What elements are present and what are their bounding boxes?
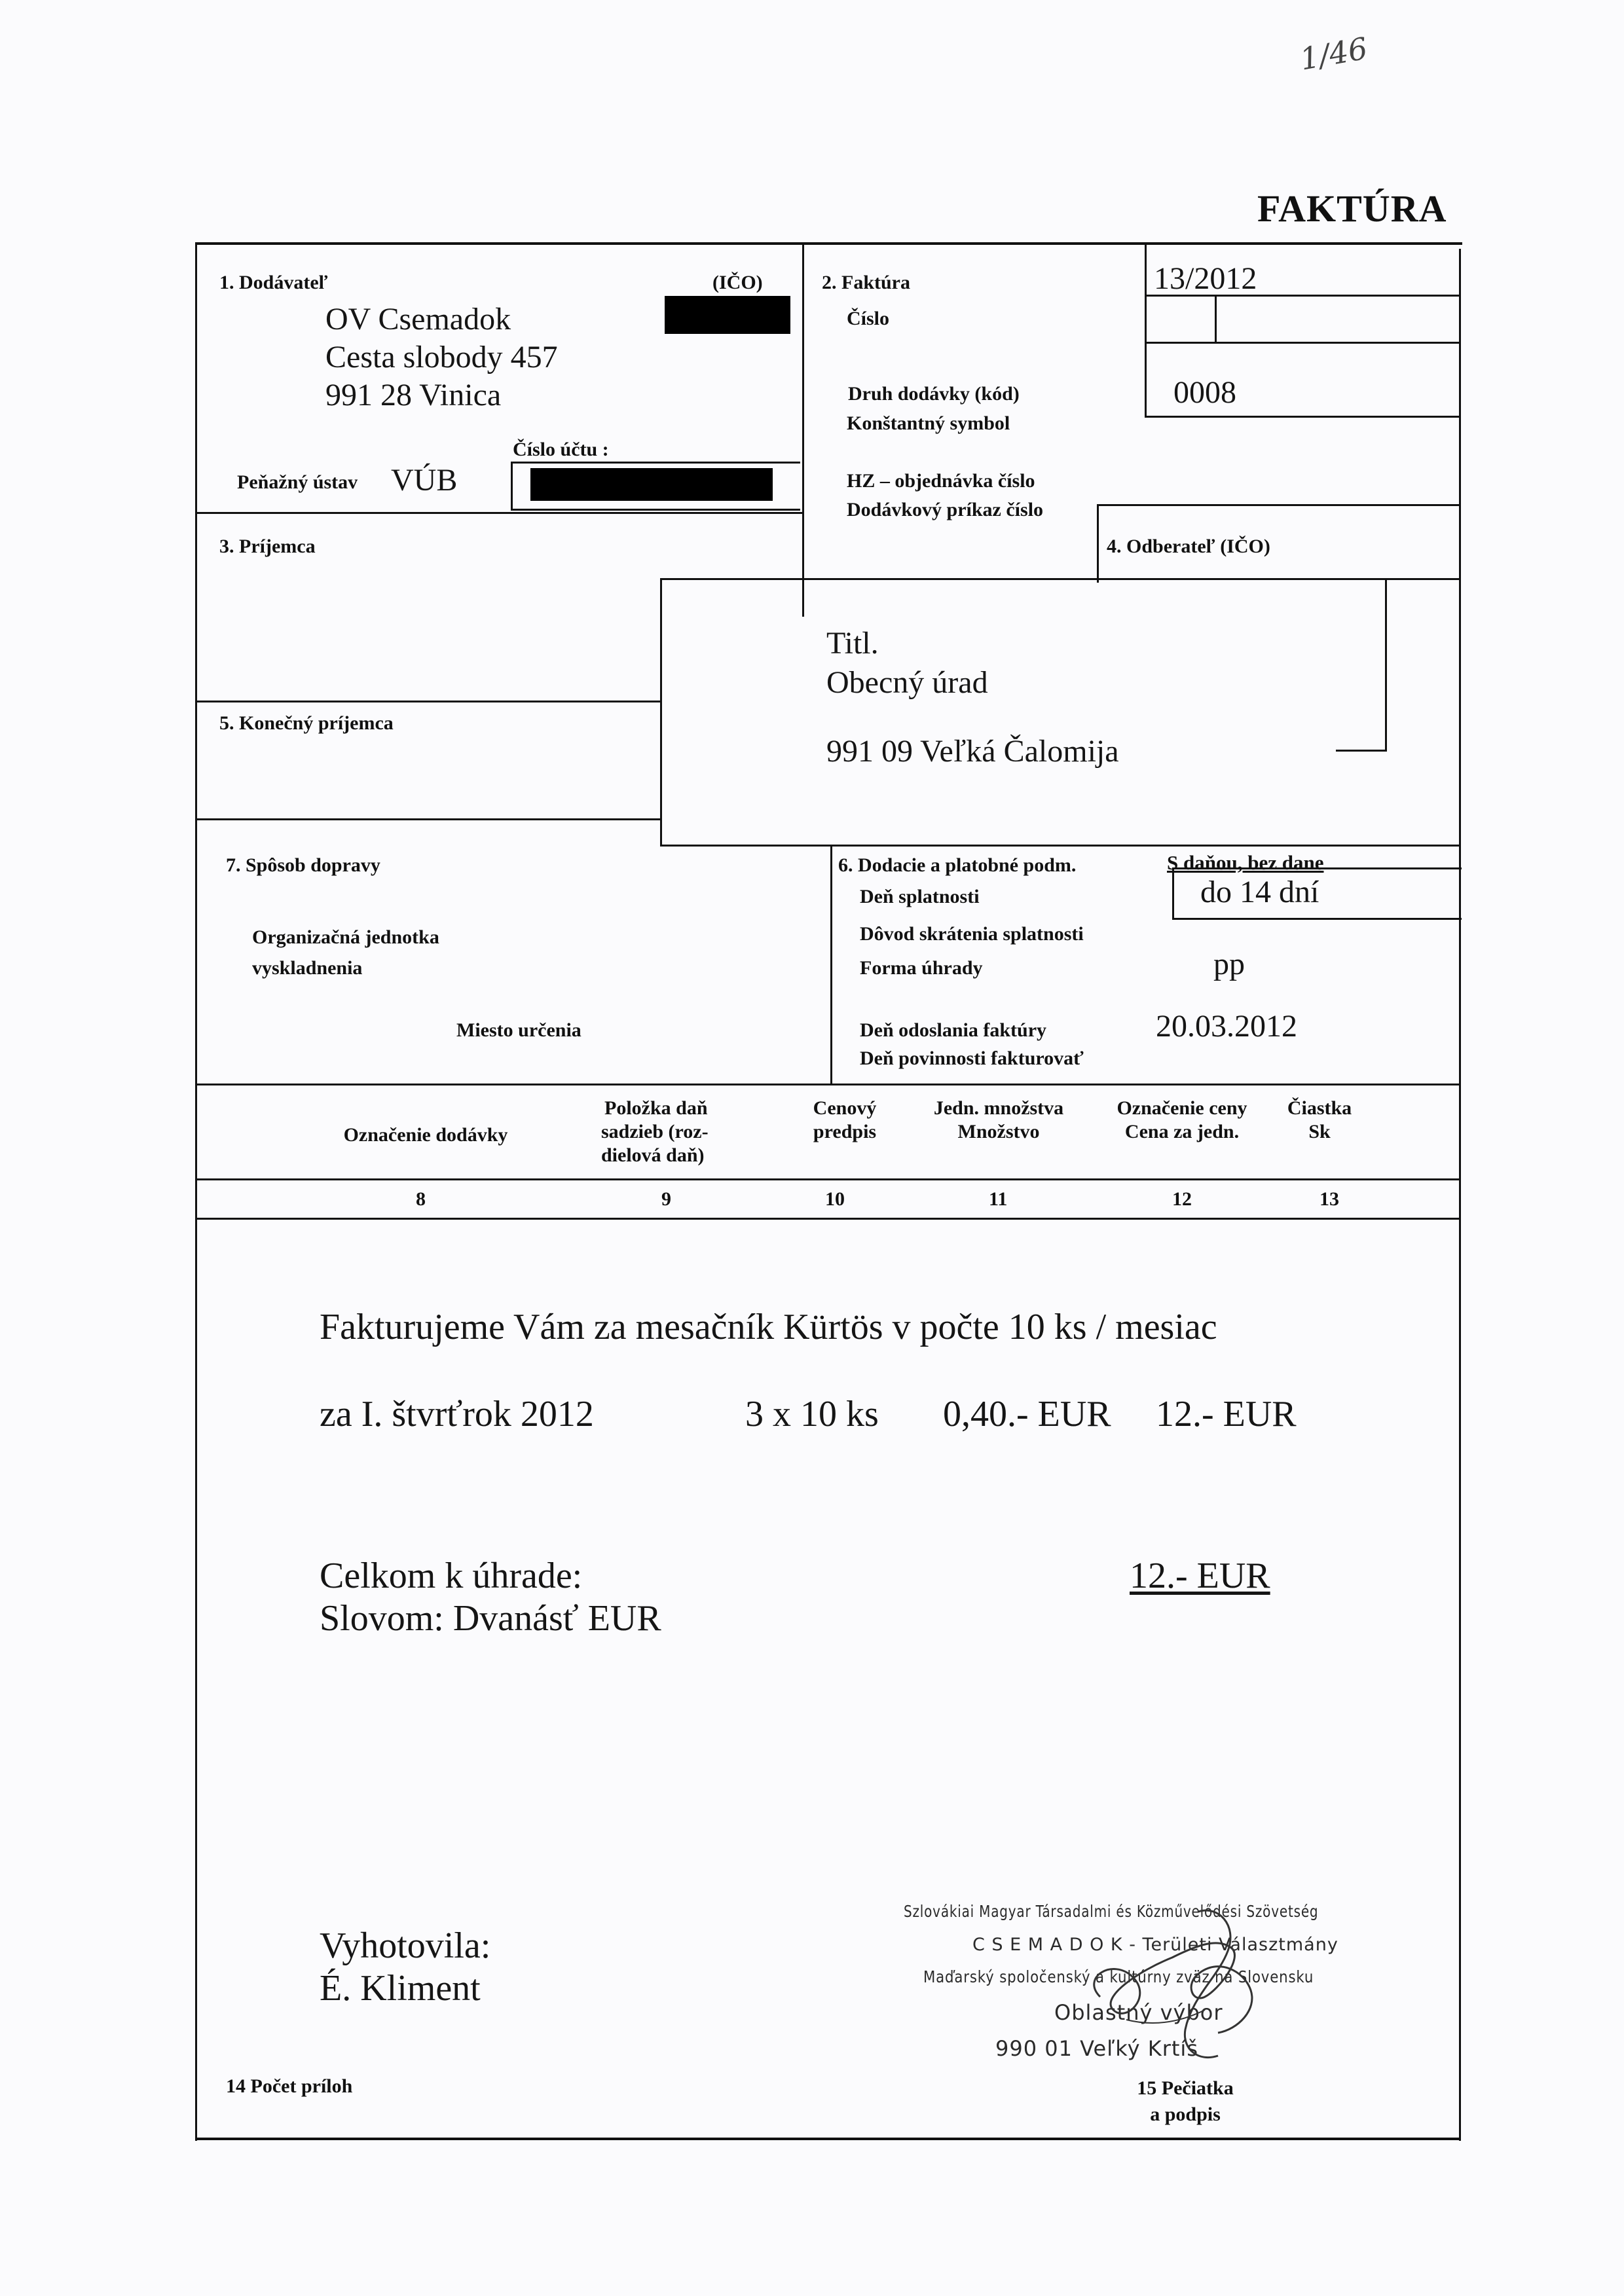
col-11-number: 11 [989, 1188, 1008, 1210]
col-9-number: 9 [661, 1188, 671, 1210]
payment-form-label: Forma úhrady [860, 957, 983, 979]
due-date-label: Deň splatnosti [860, 886, 980, 907]
bank-value: VÚB [391, 463, 458, 498]
col-9-header-line2: sadzieb (roz- [601, 1121, 709, 1142]
col-9-header-line1: Položka daň [604, 1097, 708, 1119]
amount-in-words: Slovom: Dvanásť EUR [320, 1598, 661, 1639]
customer-city: 991 09 Veľká Čalomija [826, 734, 1119, 769]
invoice-number-value: 13/2012 [1154, 261, 1257, 296]
delivery-order-label: Dodávkový príkaz číslo [847, 499, 1044, 520]
col-8-header-line1: Označenie dodávky [343, 1124, 508, 1146]
attachments-label: 14 Počet príloh [226, 2075, 353, 2097]
frame-bottom-line [195, 2138, 1461, 2140]
constant-symbol-label: Konštantný symbol [847, 412, 1010, 434]
number-box-inner [1215, 296, 1217, 342]
customer-header-top [1097, 504, 1461, 506]
customer-title: Titl. [826, 626, 879, 661]
customer-name: Obecný úrad [826, 665, 988, 700]
col-13-header-line1: Čiastka [1287, 1097, 1352, 1119]
number-row-line-2 [1145, 342, 1461, 344]
handwritten-page-note: 1/46 [1297, 30, 1371, 77]
customer-box-bottom [660, 845, 1460, 847]
invoice-sent-value: 20.03.2012 [1156, 1009, 1297, 1044]
prepared-by-label: Vyhotovila: [320, 1925, 491, 1966]
transport-label: 7. Spôsob dopravy [226, 854, 380, 876]
stamp-signature-label-line2: a podpis [1150, 2104, 1221, 2125]
account-redaction [530, 468, 773, 501]
destination-label: Miesto určenia [456, 1019, 581, 1041]
invoicing-obligation-label: Deň povinnosti fakturovať [860, 1048, 1084, 1069]
customer-box-top [660, 578, 1460, 580]
transport-bottom-line [195, 1084, 1461, 1085]
supplier-bottom-line [195, 512, 804, 514]
supplier-street: Cesta slobody 457 [325, 340, 558, 374]
number-row-line-3 [1145, 416, 1461, 418]
col-8-number: 8 [416, 1188, 426, 1210]
col-12-header-line1: Označenie ceny [1116, 1097, 1247, 1119]
invoice-number-label: Číslo [847, 308, 890, 329]
col-10-header-line2: predpis [813, 1121, 877, 1142]
stamp-line-4: Oblastný výbor [1054, 2000, 1223, 2025]
tax-label: S daňou, bez dane [1167, 851, 1324, 874]
customer-header-left [1097, 504, 1099, 583]
order-number-label: HZ – objednávka číslo [847, 470, 1035, 492]
frame-left-line [195, 242, 197, 2141]
constant-symbol-value: 0008 [1173, 375, 1236, 410]
col-13-header-line2: Sk [1308, 1121, 1331, 1142]
document-title: FAKTÚRA [1257, 187, 1447, 230]
stamp-line-1: Szlovákiai Magyar Társadalmi és Közművelődési Szövetség [904, 1902, 1319, 1921]
prepared-by-name: É. Kliment [320, 1968, 481, 2009]
invoice-sent-label: Deň odoslania faktúry [860, 1019, 1047, 1041]
divider-transport-terms [830, 845, 832, 1084]
stamp-line-2: C S E M A D O K - Területi Választmány [972, 1935, 1338, 1955]
invoice-text-line1: Fakturujeme Vám za mesačník Kürtös v počte 10 ks / mesiac [320, 1307, 1217, 1347]
ico-redaction [665, 296, 790, 334]
col-9-header-line3: dielová daň) [601, 1144, 705, 1166]
col-11-header [913, 1097, 1084, 1144]
stamp-line-5: 990 01 Veľký Krtíš [995, 2036, 1198, 2061]
col-13-number: 13 [1320, 1188, 1339, 1210]
customer-box-left [660, 578, 662, 847]
customer-bracket-horizontal [1336, 750, 1387, 752]
col-12-header-line2: Cena za jedn. [1124, 1121, 1240, 1142]
divider-supplier-invoice [802, 244, 804, 617]
frame-right-line [1459, 249, 1461, 2141]
col-8-header [327, 1124, 524, 1146]
total-label: Celkom k úhrade: [320, 1556, 583, 1596]
supplier-label: 1. Dodávateľ [219, 272, 328, 293]
table-header-bottom-line [195, 1178, 1461, 1180]
supplier-name: OV Csemadok [325, 302, 511, 337]
recipient-label: 3. Príjemca [219, 536, 316, 557]
terms-label: 6. Dodacie a platobné podm. [838, 854, 1077, 876]
invoice-text-period: za I. štvrťrok 2012 [320, 1394, 594, 1434]
col-12-number: 12 [1172, 1188, 1192, 1210]
col-9-header [601, 1097, 709, 1167]
org-unit-label-2: vyskladnenia [252, 957, 363, 979]
invoice-text-unit-price: 0,40.- EUR [943, 1394, 1111, 1434]
final-recipient-label: 5. Konečný príjemca [219, 712, 394, 734]
supplier-city: 991 28 Vinica [325, 378, 502, 412]
frame-top-line [195, 242, 1462, 245]
table-number-row-line [195, 1218, 1461, 1220]
col-10-header [796, 1097, 894, 1144]
shortening-reason-label: Dôvod skrátenia splatnosti [860, 923, 1084, 945]
final-recipient-bottom-line [195, 818, 661, 820]
number-box-left [1145, 244, 1147, 417]
stamp-line-3: Maďarský spoločenský a kultúrny zväz na Slovensku [923, 1967, 1314, 1986]
col-11-header-line1: Jedn. množstva [933, 1097, 1064, 1119]
supplier-ico-label: (IČO) [712, 272, 763, 293]
customer-bracket-vertical [1385, 578, 1387, 752]
customer-label: 4. Odberateľ (IČO) [1107, 536, 1270, 557]
due-date-value: do 14 dní [1200, 875, 1320, 909]
stamp-signature-label-line1: 15 Pečiatka [1137, 2077, 1234, 2099]
col-13-header [1277, 1097, 1362, 1144]
handwritten-signature [1022, 1899, 1297, 2082]
col-10-header-line1: Cenový [813, 1097, 877, 1119]
payment-form-value: pp [1213, 947, 1245, 981]
delivery-type-label: Druh dodávky (kód) [848, 383, 1020, 405]
col-10-number: 10 [825, 1188, 845, 1210]
org-unit-label-1: Organizačná jednotka [252, 926, 439, 948]
account-label: Číslo účtu : [513, 439, 609, 460]
bank-label: Peňažný ústav [237, 471, 358, 493]
invoice-label: 2. Faktúra [822, 272, 910, 293]
final-recipient-top-line [195, 701, 661, 702]
total-value: 12.- EUR [1130, 1556, 1270, 1596]
col-12-header [1094, 1097, 1270, 1144]
invoice-text-amount: 12.- EUR [1156, 1394, 1297, 1434]
col-11-header-line2: Množstvo [957, 1121, 1040, 1142]
invoice-text-quantity: 3 x 10 ks [745, 1394, 879, 1434]
